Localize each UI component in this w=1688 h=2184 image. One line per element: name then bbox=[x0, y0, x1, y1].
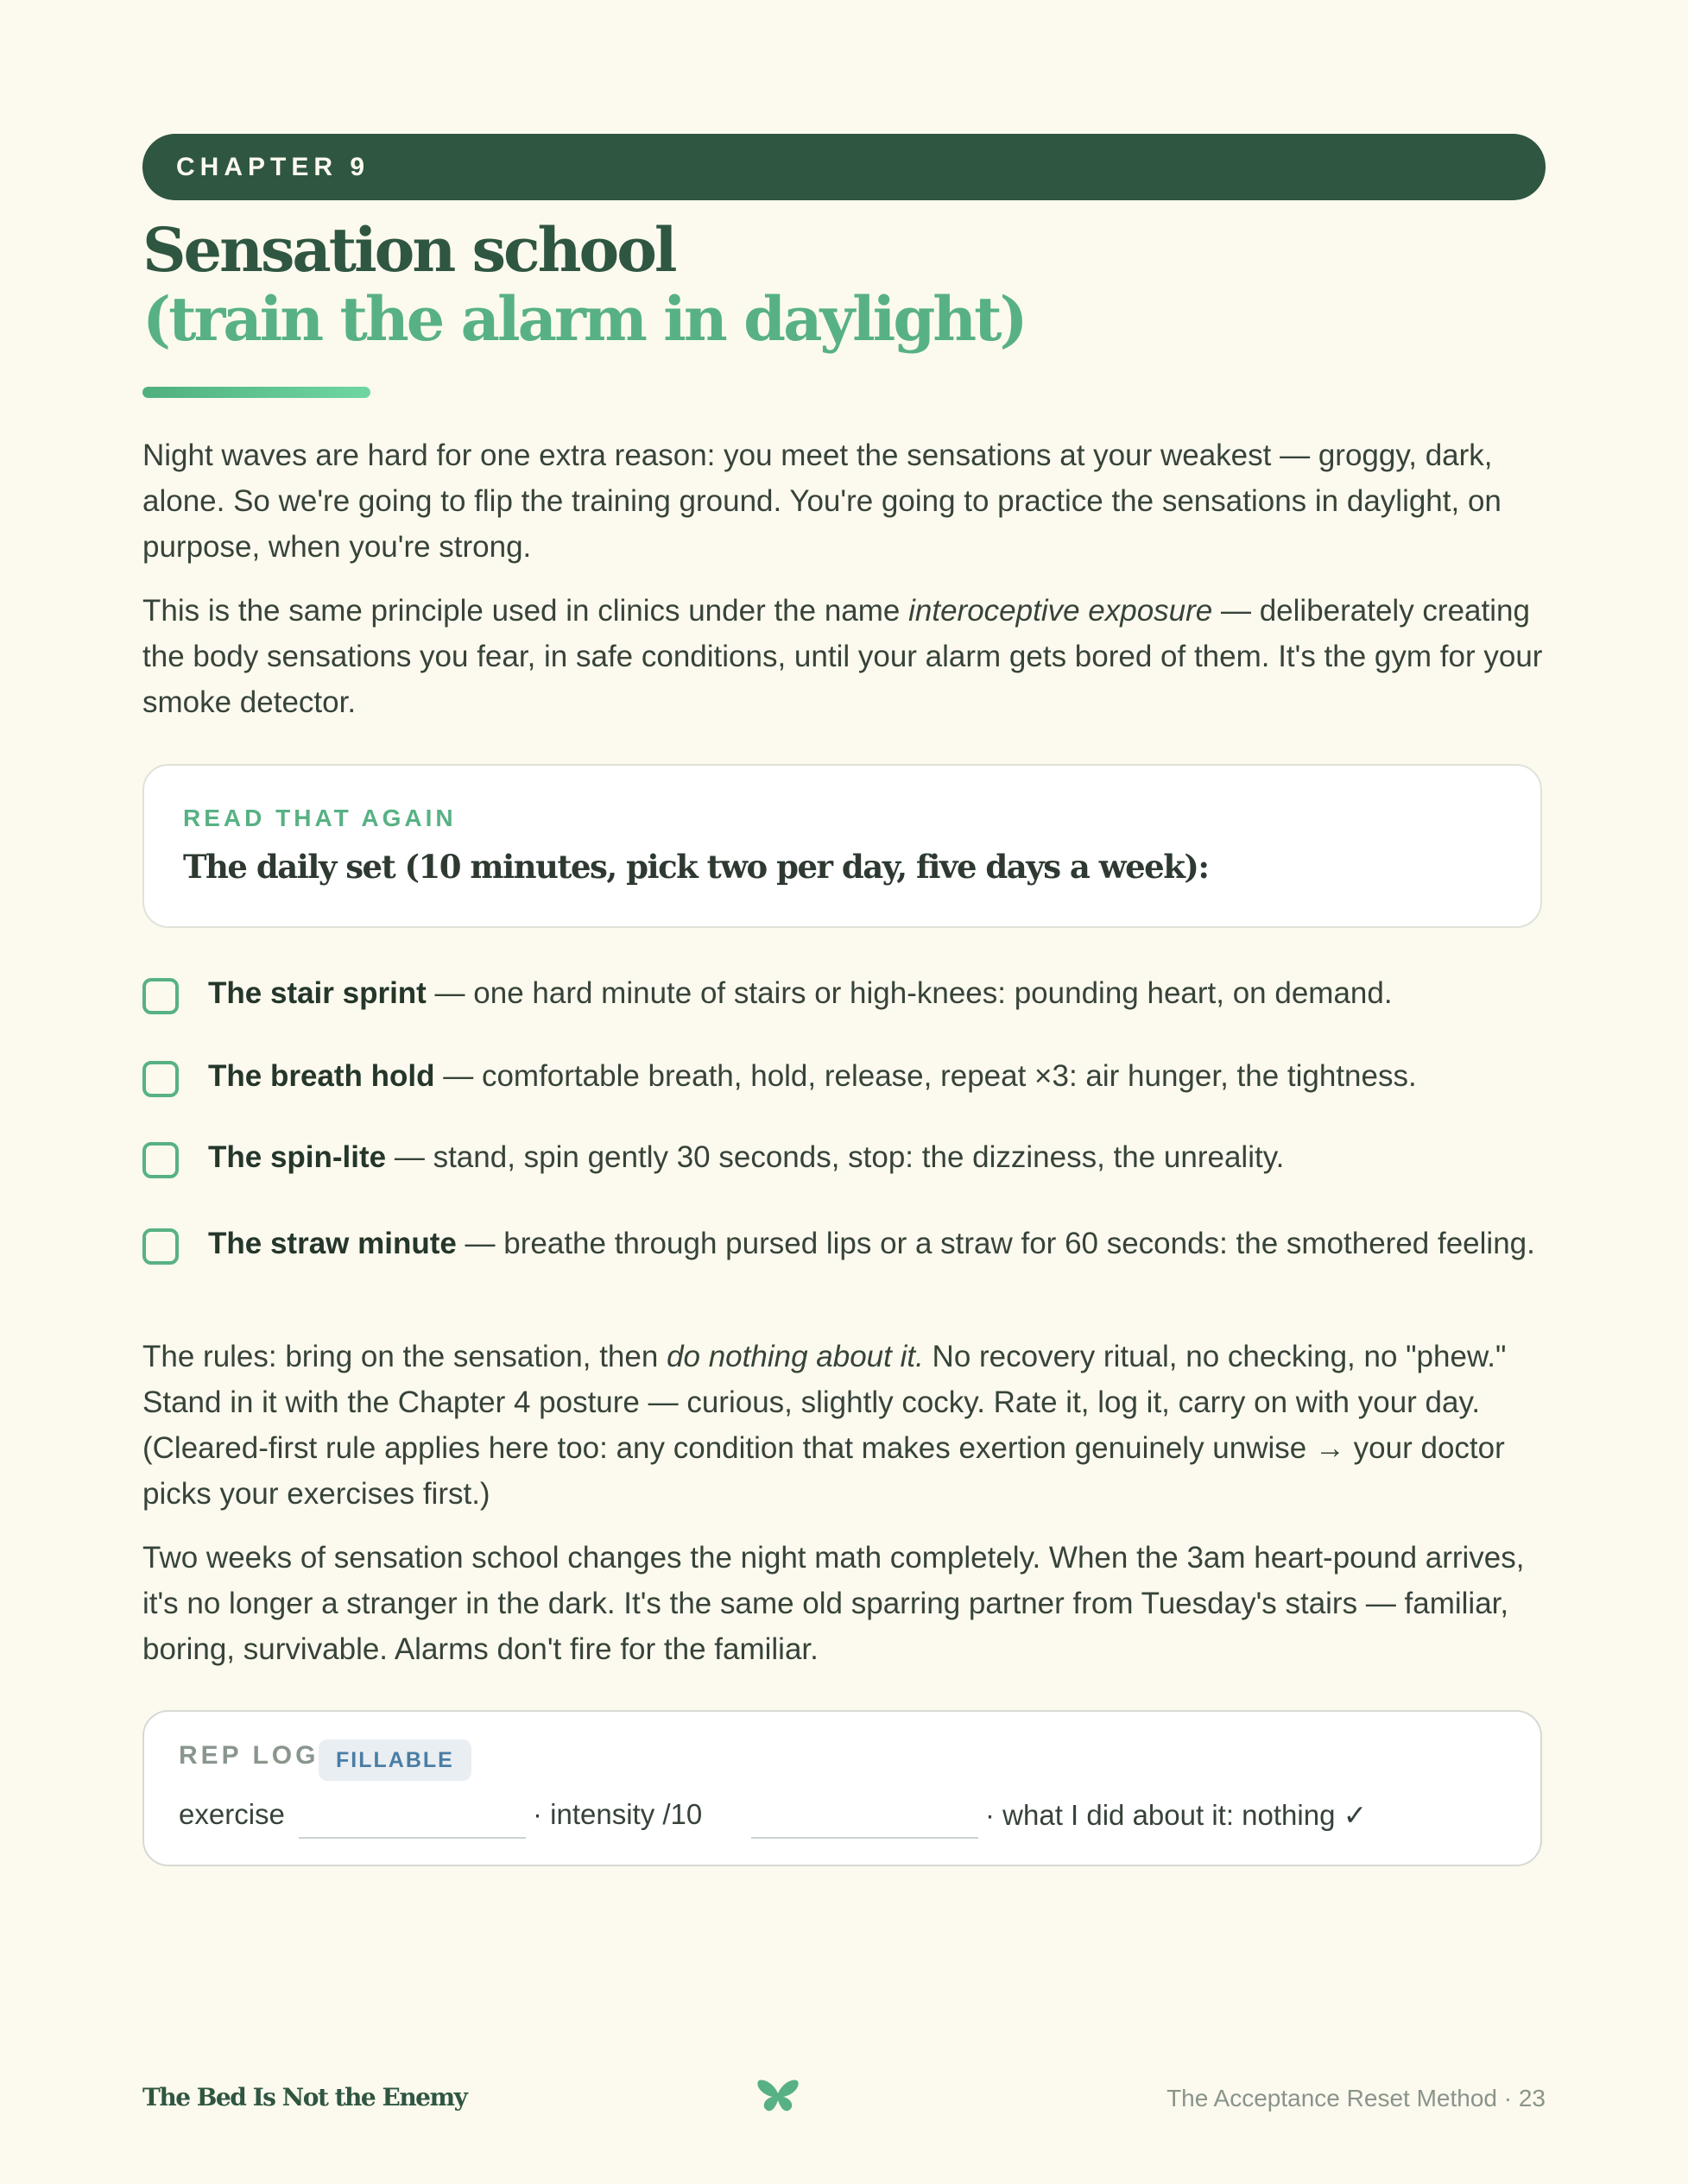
chapter-banner bbox=[142, 134, 1546, 200]
read-again-callout bbox=[142, 764, 1542, 928]
closing-paragraph: Two weeks of sensation school changes the night math completely. When the 3am heart-pound arrives, it's no longer a stranger in the dark. It's the same old sparring partner from Tuesday's stairs — familiar, boring, survivable. Alarms don't fire for the familiar. bbox=[142, 1541, 1525, 1666]
title-accent-bar bbox=[142, 387, 370, 398]
exercise-text bbox=[208, 1053, 1542, 1099]
exercise-text bbox=[208, 1221, 1542, 1266]
exercise-text bbox=[208, 1134, 1542, 1180]
exercise-description: — one hard minute of stairs or high-knees: pounding heart, on demand. bbox=[426, 976, 1393, 1010]
intro-p2-text-b: — deliberately creating the body sensations you fear, in safe conditions, until your alarm gets bored of them. It's the gym for your smoke detector. bbox=[142, 594, 1543, 719]
rep-log-row bbox=[179, 1793, 1508, 1845]
footer-book-title: The Bed Is Not the Enemy bbox=[142, 2083, 467, 2111]
intro-p2-emphasis: interoceptive exposure bbox=[908, 594, 1213, 628]
title-line-1: Sensation school bbox=[142, 214, 675, 286]
exercise-label: exercise bbox=[179, 1798, 285, 1830]
intro-paragraph-2 bbox=[142, 588, 1550, 725]
exercise-description: — breathe through pursed lips or a straw for 60 seconds: the smothered feeling. bbox=[456, 1227, 1535, 1260]
exercise-description: — comfortable breath, hold, release, repeat ×3: air hunger, the tightness. bbox=[434, 1059, 1417, 1093]
exercise-name: The spin-lite bbox=[208, 1140, 387, 1174]
exercise-name: The stair sprint bbox=[208, 976, 427, 1010]
rules-text-a: The rules: bring on the sensation, then bbox=[142, 1340, 667, 1373]
intro-p2-text-a: This is the same principle used in clinics under the name bbox=[142, 594, 909, 628]
rep-log-title: REP LOG bbox=[179, 1741, 319, 1770]
title-line-2: (train the alarm in daylight) bbox=[142, 283, 1026, 355]
checkbox[interactable] bbox=[142, 1142, 179, 1178]
rep-log-box bbox=[142, 1710, 1542, 1866]
checkbox[interactable] bbox=[142, 978, 179, 1014]
exercise-name: The breath hold bbox=[208, 1059, 435, 1093]
page-title bbox=[142, 216, 1026, 354]
exercise-name: The straw minute bbox=[208, 1227, 457, 1260]
callout-heading: The daily set (10 minutes, pick two per day, five days a week): bbox=[183, 848, 1209, 886]
rules-paragraph bbox=[142, 1334, 1550, 1517]
butterfly-icon bbox=[755, 2076, 800, 2116]
checkbox[interactable] bbox=[142, 1061, 179, 1097]
exercise-text bbox=[208, 970, 1542, 1016]
exercise-description: — stand, spin gently 30 seconds, stop: the dizziness, the unreality. bbox=[386, 1140, 1285, 1174]
intro-paragraph-1: Night waves are hard for one extra reason: you meet the sensations at your weakest — groggy, dark, alone. So we're going to flip the training ground. You're going to practice the sensations in daylight, on purpose, when you're strong. bbox=[142, 439, 1501, 564]
exercise-field[interactable] bbox=[299, 1837, 526, 1839]
page-footer bbox=[142, 2076, 1546, 2119]
intensity-field[interactable] bbox=[751, 1837, 978, 1839]
chapter-label: CHAPTER 9 bbox=[176, 152, 370, 181]
checkbox[interactable] bbox=[142, 1228, 179, 1265]
rules-emphasis: do nothing about it. bbox=[667, 1340, 924, 1373]
did-about-it-label: · what I did about it: nothing ✓ bbox=[985, 1799, 1368, 1831]
rules-text-b: No recovery ritual, no checking, no "phew." Stand in it with the Chapter 4 posture — curious, slightly cocky. Rate it, log it, carry on with your day. (Cleared-first rule applies here too: any condition that makes exertion genuinely unwise → your doctor picks your exercises first.) bbox=[142, 1340, 1507, 1511]
footer-series-page: The Acceptance Reset Method · 23 bbox=[1166, 2085, 1546, 2111]
callout-kicker: READ THAT AGAIN bbox=[183, 805, 457, 831]
fillable-badge: FILLABLE bbox=[319, 1739, 471, 1781]
intensity-label: · intensity /10 bbox=[533, 1798, 703, 1830]
